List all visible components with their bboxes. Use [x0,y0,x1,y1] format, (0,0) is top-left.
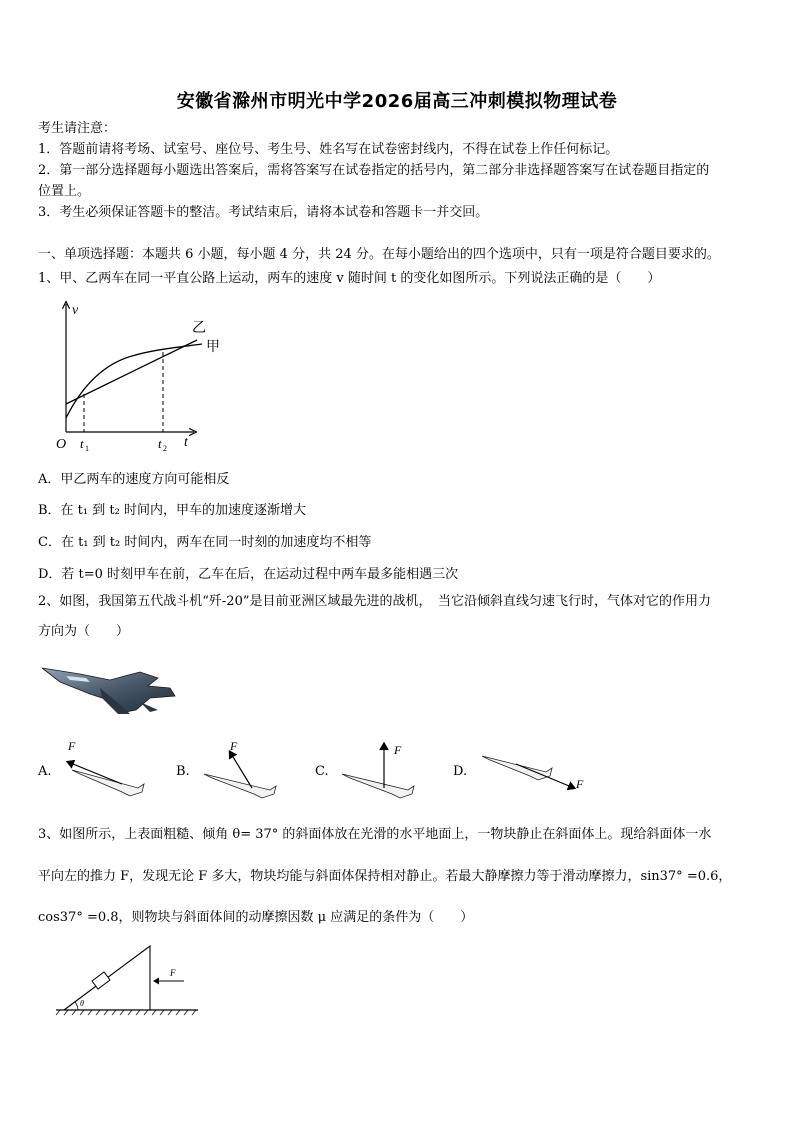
v-label: v [72,303,79,318]
q3-incline-diagram [52,938,202,1018]
q1-option-b: B．在 t₁ 到 t₂ 时间内，甲车的加速度逐渐增大 [38,503,306,518]
q2-option-a-figure [60,738,152,800]
t2-sub: 2 [163,444,167,453]
q1-stem: 1、甲、乙两车在同一平直公路上运动，两车的速度 v 随时间 t 的变化如图所示。下列说法正确的是（ ） [38,271,661,286]
t2-label: t [158,436,162,451]
origin-label: O [56,437,67,452]
curve-jia [66,344,202,418]
yi-label: 乙 [192,321,206,336]
q2-option-c-label: C. [315,764,329,779]
q2-option-b-figure [196,738,288,804]
q2-option-b-label: B. [176,764,190,779]
q2-option-d-figure [476,748,588,798]
notice-item-2: 2．第一部分选择题每小题选出答案后，需将答案写在试卷指定的括号内，第二部分非选择题答案写在试卷题目指定的 [38,163,710,178]
svg-text:F: F [394,743,402,757]
q1-option-c: C．在 t₁ 到 t₂ 时间内，两车在同一时刻的加速度均不相等 [38,535,372,550]
t1-label: t [80,436,84,451]
svg-text:F: F [230,739,238,753]
q2-stem-1: 2、如图，我国第五代战斗机“歼-20”是目前亚洲区域最先进的战机， 当它沿倾斜直线匀速飞行时，气体对它的作用力 [38,594,711,609]
svg-text:F: F [576,777,584,791]
svg-text:F: F [170,968,176,978]
svg-text:F: F [68,739,76,753]
fighter-jet-image [40,658,180,718]
q1-option-d: D．若 t=0 时刻甲车在前，乙车在后，在运动过程中两车最多能相遇三次 [38,567,459,582]
q3-stem-1: 3、如图所示，上表面粗糙、倾角 θ= 37° 的斜面体放在光滑的水平地面上，一物块静止在斜面体上。现给斜面体一水 [38,827,712,842]
t-label: t [184,435,188,450]
line-yi [66,340,197,404]
notice-item-1: 1．答题前请将考场、试室号、座位号、考生号、姓名写在试卷密封线内，不得在试卷上作任何标记。 [38,142,619,157]
q2-option-d-label: D. [453,764,468,779]
q1-vt-graph [52,296,232,456]
notice-item-2-cont: 位置上。 [38,184,91,199]
q3-stem-2: 平向左的推力 F，发现无论 F 多大，物块均能与斜面体保持相对静止。若最大静摩擦力等于滑动摩擦力，sin37° =0.6， [38,869,732,884]
jia-label: 甲 [206,340,220,355]
q2-stem-2: 方向为（ ） [38,624,130,639]
notice-item-3: 3．考生必须保证答题卡的整洁。考试结束后，请将本试卷和答题卡一并交回。 [38,205,489,220]
svg-text:θ: θ [80,999,84,1008]
page-title: 安徽省滁州市明光中学2026届高三冲刺模拟物理试卷 [176,91,618,112]
q2-option-a-label: A. [38,764,52,779]
q1-option-a: A．甲乙两车的速度方向可能相反 [38,472,230,487]
t1-sub: 1 [85,444,89,453]
section-heading: 一、单项选择题：本题共 6 小题，每小题 4 分，共 24 分。在每小题给出的四个选项中，只有一项是符合题目要求的。 [38,247,720,262]
q2-option-c-figure [334,736,432,806]
notice-heading: 考生请注意： [38,121,117,136]
q3-stem-3: cos37° =0.8，则物块与斜面体间的动摩擦因数 μ 应满足的条件为（ ） [38,910,474,925]
